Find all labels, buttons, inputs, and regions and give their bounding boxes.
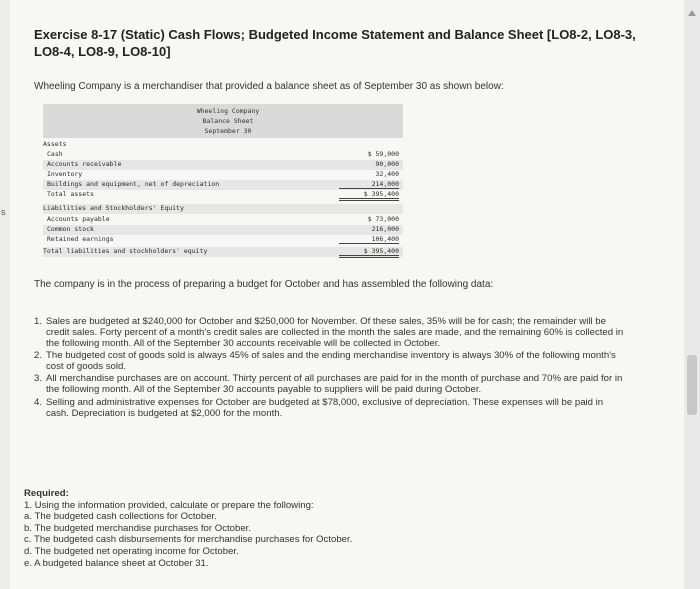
row-retained-earnings: Retained earnings 106,400 (47, 235, 399, 243)
side-mark: s (1, 207, 6, 217)
row-total-liabilities-equity: Total liabilities and stockholders' equity $ 395,400 (43, 247, 403, 257)
intro-text: Wheeling Company is a merchandiser that provided a balance sheet as of September 30 as shown below: (34, 81, 504, 92)
list-item: 2. The budgeted cost of goods sold is always 45% of sales and the ending merchandise inventory is always 30% of the following month's cost of goods sold. (34, 350, 616, 372)
required-line: d. The budgeted net operating income for October. (24, 545, 239, 557)
page-title: Exercise 8-17 (Static) Cash Flows; Budgeted Income Statement and Balance Sheet [LO8-2, LO8-3, LO8-4, LO8-9, LO8-10] (34, 27, 636, 59)
scrollbar[interactable] (684, 0, 700, 589)
row-accounts-receivable: Accounts receivable 90,000 (43, 160, 403, 170)
list-item: 3. All merchandise purchases are on account. Thirty percent of all purchases are paid for in the month of purchase and 70% are paid for in the following month. All of the September 30 accounts payable to suppliers will be paid during October. (34, 373, 623, 395)
left-edge (0, 0, 10, 589)
row-total-assets: Total assets $ 395,400 (43, 190, 403, 200)
list-item: 1. Sales are budgeted at $240,000 for October and $250,000 for November. Of these sales, 35% will be for cash; the remainder will be credit sales. Forty percent of a month's credit sales are collected in the month the sales are made, and the remaining 60% is collected in the following month. All of the September 30 accounts receivable will be collected in October. (34, 316, 624, 349)
scroll-up-icon[interactable] (688, 10, 696, 16)
row-accounts-payable: Accounts payable $ 73,000 (47, 215, 399, 223)
row-cash: Cash $ 59,000 (47, 150, 399, 158)
required-line: b. The budgeted merchandise purchases for October. (24, 522, 252, 534)
section-heading-assets: Assets (43, 140, 67, 148)
required-section (24, 488, 444, 569)
balance-sheet (43, 104, 403, 267)
row-common-stock: Common stock 216,000 (43, 225, 403, 235)
required-line: 1. Using the information provided, calculate or prepare the following: (24, 499, 314, 511)
row-buildings-equipment: Buildings and equipment, net of depreciation 214,000 (43, 180, 403, 190)
required-line: a. The budgeted cash collections for October. (24, 511, 217, 523)
required-title: Required: (24, 488, 69, 499)
statement-date: September 30 (204, 127, 252, 135)
data-items-list (34, 316, 624, 419)
required-line: c. The budgeted cash disbursements for merchandise purchases for October. (24, 534, 353, 546)
section-heading-liabilities: Liabilities and Stockholders' Equity (43, 204, 403, 214)
company-name: Wheeling Company (196, 107, 260, 115)
balance-sheet-header (43, 104, 403, 138)
exercise-header (34, 26, 640, 60)
scroll-thumb[interactable] (687, 355, 697, 415)
list-item: 4. Selling and administrative expenses for October are budgeted at $78,000, exclusive of depreciation. These expenses will be paid in cash. Depreciation is budgeted at $2,000 for the month. (34, 397, 604, 419)
required-line: e. A budgeted balance sheet at October 31. (24, 557, 209, 569)
statement-name: Balance Sheet (202, 117, 254, 125)
data-intro-text: The company is in the process of preparing a budget for October and has assembled the following data: (34, 279, 494, 290)
row-inventory: Inventory 32,400 (47, 170, 399, 178)
